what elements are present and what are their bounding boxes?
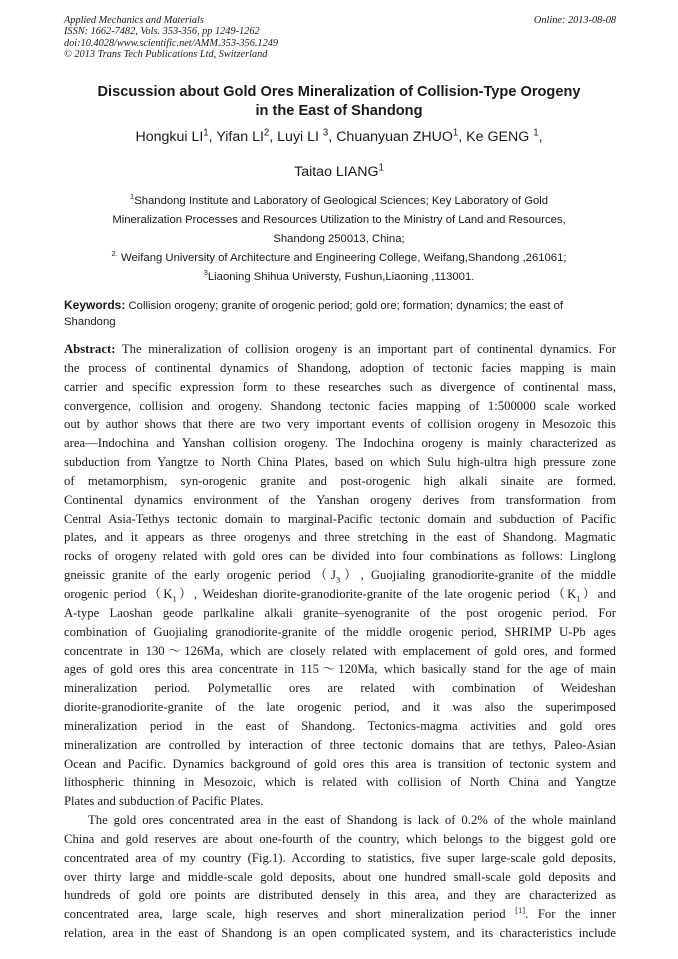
title-line-1: Discussion about Gold Ores Mineralization of Collision-Type Orogeny <box>97 84 581 100</box>
abstract-line: mineralization are controlled by interaction of three tectonic domains that are tethys, Paleo-Asian <box>64 737 616 752</box>
abstract-line: area—Indochina and Yanshan collision orogeny. The Indochina orogeny is mainly characterized as <box>64 436 616 451</box>
affiliation-mark: 1 <box>129 192 135 202</box>
citation-ref: [1] <box>515 905 526 916</box>
author-name: Yifan LI <box>216 129 264 145</box>
keywords <box>64 297 616 330</box>
author-row-2 <box>40 163 638 182</box>
affiliation-3: $^3$Liaoning Shihua Universty, Fushun,Liaoning ,113001. <box>203 268 475 283</box>
abstract-line: Continental dynamics environment of the Yanshan orogeny derives from transformation from <box>64 492 616 507</box>
paper-title <box>40 83 638 121</box>
journal-header <box>64 15 616 61</box>
paragraph-line: over thirty large and middle-scale gold deposits, about one hundred small-scale gold deposits and <box>64 869 616 884</box>
author-name: Chuanyuan ZHUO <box>336 129 453 145</box>
affiliation-1-line-1: $^1$Shandong Institute and Laboratory of Geological Sciences; Key Laboratory of Gold <box>129 192 549 207</box>
abstract-line: lithospheric thinning in Mesozoic, which is related with collision of North China and Yangtze <box>64 775 616 790</box>
author-separator: , <box>328 129 337 145</box>
author-separator: , <box>458 129 467 145</box>
abstract-line: subduction from Yangtze to North China Plates, based on which Sulu high-ultra high pressure zone <box>64 455 616 470</box>
doi-line: doi:10.4028/www.scientific.net/AMM.353-356.1249 <box>64 37 279 49</box>
issn-line: ISSN: 1662-7482, Vols. 353-356, pp 1249-1262 <box>64 26 260 38</box>
affiliation-2: $^{2.}$ Weifang University of Architecture and Engineering College, Weifang,Shandong ,261061; <box>111 249 567 264</box>
author-name: Luyi LI <box>277 129 323 145</box>
abstract-line: Plates and subduction of Pacific Plates. <box>64 794 264 809</box>
body-text <box>64 340 616 943</box>
abstract-line: of metamorphism, syn-orogenic granite and post-orogenic high alkali sinaite are formed. <box>64 473 616 488</box>
title-line-2: in the East of Shandong <box>255 103 423 119</box>
author-name: Taitao LIANG <box>294 164 379 180</box>
paragraph-line: The gold ores concentrated area in the east of Shandong is lack of 0.2% of the whole mainland <box>88 813 616 828</box>
abstract-line: out by author shows that there are two very important events of collision orogeny in Mesozoic this <box>64 417 616 432</box>
author-affiliation-mark: 1 <box>452 127 459 139</box>
abstract-line: mineralization period in the east of Shandong. Tectonics-magma activities and gold ores <box>64 718 616 733</box>
paragraph-line: hundreds of gold ore points are distributed densely in this area, and they are characterized as <box>64 888 616 903</box>
journal-name: Applied Mechanics and Materials <box>64 15 204 26</box>
keywords-text-line-2: Shandong <box>64 316 116 328</box>
author-affiliation-mark: 1 <box>533 127 539 139</box>
abstract-line: gneissic granite of the early orogenic $period(J_3)$, Guojialing granodiorite-granite of the middle <box>64 568 616 585</box>
abstract-line: mineralization period. Polymetallic ores are related with combination of Weideshan <box>64 681 616 696</box>
abstract-line: A-type Laoshan geode parlkaline alkali granite–syenogranite of the post orogenic period. For <box>64 605 616 620</box>
abstract-line: convergence, collision and orogeny. Shandong tectonic facies mapping of 1:500000 scale worked <box>64 398 616 413</box>
affiliation-1-line-2: Mineralization Processes and Resources Utilization to the Ministry of Land and Resources, <box>112 214 566 226</box>
abstract-line: concentrate in 130～126Ma, which are closely related with emplacement of gold ores, and formed <box>64 643 616 658</box>
author-separator: , <box>208 129 217 145</box>
affiliations <box>40 192 638 287</box>
author-separator: , <box>538 129 543 145</box>
author-affiliation-mark: 2 <box>263 127 270 139</box>
author-affiliation-mark: 1 <box>378 162 384 174</box>
abstract-line: ages of gold ores this area concentrate in 115～120Ma, which basically stand for the age of main <box>64 662 616 677</box>
abstract-label: Abstract: <box>64 342 116 356</box>
abstract-line: carrier and specific expression form to these researches such as divergence of continental mass, <box>64 379 616 394</box>
abstract-line: the process of continental dynamics of Shandong, adoption of tectonic facies mapping is main <box>64 360 616 375</box>
paragraph-line: relation, area in the east of Shandong is an open complicated system, and its characteristics include <box>64 926 616 941</box>
abstract-line: orogenic $period(K_1)$, Weideshan diorite-granodiorite-granite of the late orogenic $period(K_1)and$ <box>64 586 616 604</box>
author-row-1 <box>40 128 638 147</box>
abstract-line: Abstract: The mineralization of collision orogeny is an important part of continental dynamics. For <box>64 342 616 356</box>
author-separator: , <box>269 129 278 145</box>
keywords-label: Keywords: <box>64 298 126 312</box>
copyright-line: © 2013 Trans Tech Publications Ltd, Switzerland <box>64 49 268 61</box>
abstract-line: plates, and it appears as three orogenys and three stretching in the east of Shandong. Magmatic <box>64 530 616 545</box>
abstract-line: combination of Guojialing granodiorite-granite of the middle orogenic period, SHRIMP U-Pb ages <box>64 624 616 639</box>
abstract-line: Ocean and Pacific. Dynamics background of gold ores this area is transition of tectonic system and <box>64 756 616 771</box>
author-list <box>40 128 638 182</box>
online-date: Online: 2013-08-08 <box>533 15 616 26</box>
abstract-line: diorite-granodiorite-granite of the late orogenic period, and it was also the superimposed <box>64 700 616 715</box>
affiliation-mark: 2. <box>111 249 118 259</box>
abstract-line: rocks of orogeny related with gold ores can be divided into four combinations as follows: Linglong <box>64 549 616 564</box>
affiliation-mark: 3 <box>203 268 208 278</box>
paragraph-line: concentrated area, large scale, high reserves and short mineralization period [1]. For the inner <box>64 905 616 922</box>
author-name: Ke GENG <box>466 129 534 145</box>
author-affiliation-mark: 3 <box>322 127 329 139</box>
paragraph-line: concentrated area of my country (Fig.1). According to statistics, five super large-scale gold deposits, <box>64 850 616 865</box>
abstract-line: Central Asia-Tethys tectonic domain to marginal-Pacific tectonic domain and subduction of Pacific <box>64 511 616 526</box>
keywords-text: Collision orogeny; granite of orogenic period; gold ore; formation; dynamics; the east of <box>125 300 564 312</box>
paragraph-line: China and gold reserves are about one-fourth of the country, which belongs to the biggest gold ore <box>64 831 616 846</box>
author-name: Hongkui LI <box>135 129 204 145</box>
affiliation-1-line-3: Shandong 250013, China; <box>273 233 405 245</box>
author-affiliation-mark: 1 <box>203 127 209 139</box>
